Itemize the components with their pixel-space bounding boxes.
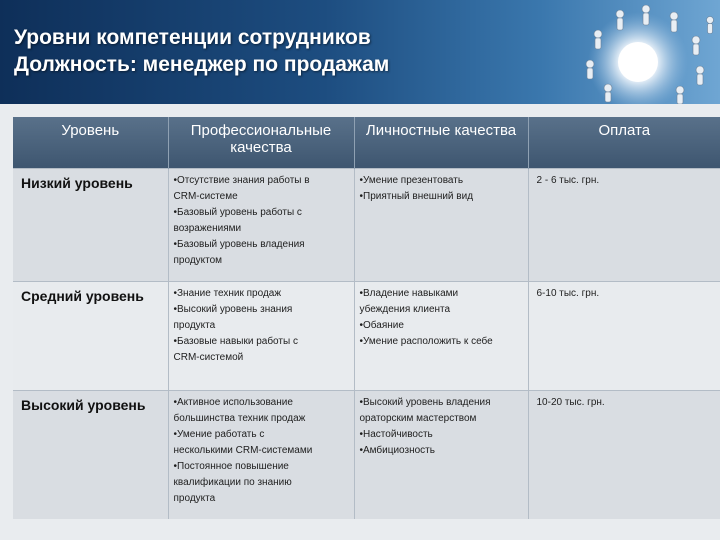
level-cell: Низкий уровень [13,169,168,282]
text-line: •Настойчивость [359,429,433,440]
title-line-1: Уровни компетенции сотрудников [14,26,371,49]
pay-cell: 2 - 6 тыс. грн. [528,169,720,282]
text-line: •Постоянное повышение [173,461,289,472]
text-line: продукта [173,493,216,504]
table-header-row [13,117,720,169]
column-header-professional: Профессиональные качества [168,117,354,169]
text-line: •Обаяние [359,320,404,331]
text-line: •Базовый уровень владения [173,239,305,250]
text-line: •Базовые навыки работы с [173,336,298,347]
text-line: •Знание техник продаж [173,288,282,299]
text-line: CRM-системой [173,352,244,363]
text-line: •Базовый уровень работы с [173,207,302,218]
personal-cell [354,282,528,391]
text-line: несколькими CRM-системами [173,445,313,456]
professional-cell [168,169,354,282]
text-line: •Отсутствие знания работы в [173,175,310,186]
pay-cell: 6-10 тыс. грн. [528,282,720,391]
column-header-pay: Оплата [528,117,720,169]
people-globe-icon [550,0,720,104]
text-line: •Умение работать с [173,429,265,440]
text-line: большинства техник продаж [173,413,306,424]
text-line: •Владение навыками [359,288,459,299]
personal-cell [354,169,528,282]
text-line: продукта [173,320,216,331]
competency-table [13,117,720,540]
table-row [13,282,720,391]
text-line: продуктом [173,255,223,266]
text-line: •Умение презентовать [359,175,464,186]
slide-title [14,24,389,78]
text-line: убеждения клиента [359,304,451,315]
table-row [13,169,720,282]
text-line: •Высокий уровень знания [173,304,293,315]
level-cell: Высокий уровень [13,391,168,520]
column-header-level: Уровень [13,117,168,169]
personal-cell [354,391,528,520]
column-header-personal: Личностные качества [354,117,528,169]
pay-cell: 10-20 тыс. грн. [528,391,720,520]
title-banner [0,0,720,104]
text-line: возражениями [173,223,242,234]
text-line: •Активное использование [173,397,293,408]
text-line: •Амбициозность [359,445,435,456]
text-line: CRM-системе [173,191,238,202]
title-line-2: Должность: менеджер по продажам [14,53,390,76]
professional-cell [168,391,354,520]
professional-cell [168,282,354,391]
table-row [13,391,720,520]
text-line: •Высокий уровень владения [359,397,491,408]
text-line: •Приятный внешний вид [359,191,474,202]
text-line: квалификации по знанию [173,477,292,488]
text-line: •Умение расположить к себе [359,336,493,347]
text-line: ораторским мастерством [359,413,477,424]
level-cell: Средний уровень [13,282,168,391]
